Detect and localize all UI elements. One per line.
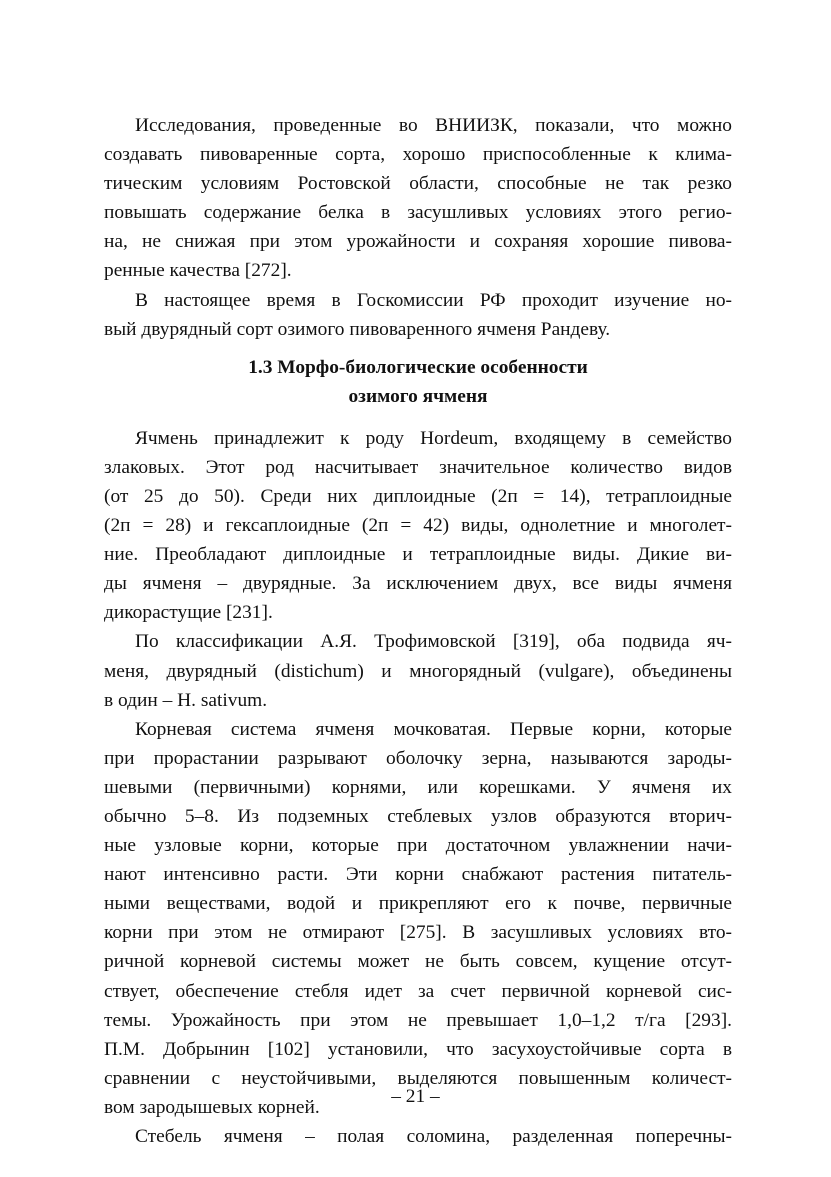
text-line: тическим условиям Ростовской области, способные не так резко bbox=[104, 173, 732, 195]
text-line: Стебель ячменя – полая соломина, разделенная поперечны- bbox=[135, 1126, 732, 1147]
page-number: – 21 – bbox=[391, 1086, 440, 1107]
section-heading-line-2: озимого ячменя bbox=[348, 385, 488, 407]
paragraph-root-system bbox=[104, 715, 732, 1122]
text-line: на, не снижая при этом урожайности и сохраняя хорошие пивова- bbox=[104, 231, 732, 253]
text-line: Ячмень принадлежит к роду Hordeum, входящему в семейство bbox=[135, 427, 732, 449]
text-line: ствует, обеспечение стебля идет за счет первичной корневой сис- bbox=[104, 980, 732, 1002]
text-line: ричной корневой системы может не быть совсем, кущение отсут- bbox=[104, 951, 732, 973]
text-line: повышать содержание белка в засушливых условиях этого регио- bbox=[104, 202, 732, 224]
paragraph-classification bbox=[104, 627, 732, 714]
text-line: ными веществами, водой и прикрепляют его к почве, первичные bbox=[104, 893, 732, 915]
text-line: злаковых. Этот род насчитывает значительное количество видов bbox=[104, 456, 732, 478]
text-line: ные узловые корни, которые при достаточном увлажнении начи- bbox=[104, 835, 732, 857]
section-heading-line-1: 1.3 Морфо-биологические особенности bbox=[248, 356, 588, 378]
text-line: По классификации А.Я. Трофимовской [319], оба подвида яч- bbox=[135, 631, 732, 653]
text-line: корни при этом не отмирают [275]. В засушливых условиях вто- bbox=[104, 922, 732, 944]
text-line: темы. Урожайность при этом не превышает 1,0–1,2 т/га [293]. bbox=[104, 1009, 732, 1031]
paragraph-research bbox=[104, 111, 732, 286]
page-body bbox=[104, 111, 732, 1151]
text-line: Исследования, проведенные во ВНИИЗК, показали, что можно bbox=[135, 115, 732, 136]
text-line: дикорастущие [231]. bbox=[104, 602, 273, 624]
text-line: шевыми (первичными) корнями, или корешками. У ячменя их bbox=[104, 776, 732, 798]
paragraph-stem bbox=[104, 1122, 732, 1151]
text-line: меня, двурядный (distichum) и многорядный (vulgare), объединены bbox=[104, 660, 732, 682]
text-line: ние. Преобладают диплоидные и тетраплоидные виды. Дикие ви- bbox=[104, 544, 732, 566]
text-line: ды ячменя – двурядные. За исключением двух, все виды ячменя bbox=[104, 573, 732, 595]
text-line: вом зародышевых корней. bbox=[104, 1096, 320, 1118]
text-line: сравнении с неустойчивыми, выделяются повышенным количест- bbox=[104, 1067, 732, 1089]
text-line: нают интенсивно расти. Эти корни снабжают растения питатель- bbox=[104, 864, 732, 886]
text-line: при прорастании разрывают оболочку зерна, называются зароды- bbox=[104, 747, 732, 769]
text-line: создавать пивоваренные сорта, хорошо приспособленные к клима- bbox=[104, 144, 732, 166]
text-line: (от 25 до 50). Среди них диплоидные (2п = 14), тетраплоидные bbox=[104, 485, 732, 507]
text-line: Корневая система ячменя мочковатая. Первые корни, которые bbox=[135, 718, 732, 740]
text-line: (2п = 28) и гексаплоидные (2п = 42) виды, однолетние и многолет- bbox=[104, 515, 732, 537]
text-line: В настоящее время в Госкомиссии РФ проходит изучение но- bbox=[135, 289, 732, 311]
text-line: обычно 5–8. Из подземных стеблевых узлов образуются вторич- bbox=[104, 805, 732, 827]
paragraph-randevu bbox=[104, 286, 732, 344]
text-line: вый двурядный сорт озимого пивоваренного ячменя Рандеву. bbox=[104, 318, 611, 340]
text-line: П.М. Добрынин [102] установили, что засухоустойчивые сорта в bbox=[104, 1038, 732, 1060]
paragraph-hordeum bbox=[104, 424, 732, 628]
section-heading bbox=[104, 353, 732, 411]
text-line: в один – H. sativum. bbox=[104, 689, 268, 711]
text-line: ренные качества [272]. bbox=[104, 260, 292, 282]
